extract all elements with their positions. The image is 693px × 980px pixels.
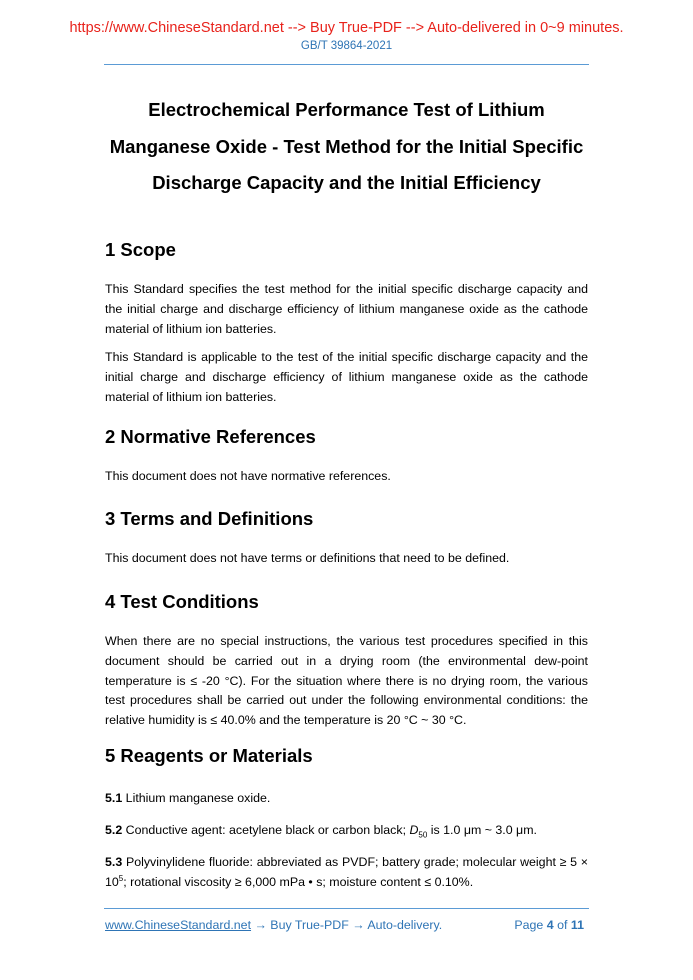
page-footer [105,918,588,932]
section-heading-terms: 3 Terms and Definitions [105,508,314,529]
document-title [80,92,613,202]
footer-divider [104,908,589,909]
section-heading-test-conditions: 4 Test Conditions [105,591,259,612]
footer-text: → Buy True-PDF → Auto-delivery. [251,918,443,932]
exponent: 5 [118,873,124,883]
normative-references-paragraph: This document does not have normative references. [105,469,391,483]
item-number: 5.3 [105,855,123,869]
item-text: Lithium manganese oxide. [122,791,271,805]
item-number: 5.1 [105,791,123,805]
d-symbol: D [409,823,419,837]
page-number: 4 [546,918,554,932]
section-heading-normative-references: 2 Normative References [105,426,316,447]
title-line-3: Discharge Capacity and the Initial Efficiency [152,172,541,193]
title-line-2: Manganese Oxide - Test Method for the Initial Specific [109,135,584,157]
item-text: ; rotational viscosity ≥ 6,000 mPa • s; moisture content ≤ 0.10%. [123,874,474,889]
page-label: Page [514,918,547,932]
d-subscript: 50 [418,830,428,840]
top-banner[interactable]: https://www.ChineseStandard.net --> Buy True-PDF --> Auto-delivered in 0~9 minutes. [69,20,624,36]
item-text: Conductive agent: acetylene black or carbon black; [122,823,410,837]
header-divider [104,64,589,65]
standard-number: GB/T 39864-2021 [300,40,393,52]
of-label: of [553,918,571,932]
title-line-1: Electrochemical Performance Test of Lithium [148,99,545,120]
section-heading-reagents: 5 Reagents or Materials [105,745,313,766]
section-heading-scope: 1 Scope [105,239,176,260]
reagent-item-5-3 [105,853,588,893]
scope-paragraph-1: This Standard specifies the test method for the initial specific discharge capacity and the initial charge and discharge efficiency of lithium manganese oxide as the cathode material of lithium ion batteries. [105,282,588,336]
item-number: 5.2 [105,823,123,837]
footer-link[interactable]: www.ChineseStandard.net [105,918,252,932]
page-total: 11 [570,918,584,932]
item-text: Polyvinylidene fluoride: abbreviated as PVDF; battery grade; molecular weight ≥ 5 × 10 [105,855,588,889]
test-conditions-paragraph: When there are no special instructions, the various test procedures specified in this document should be carried out in a drying room (the environmental dew-point temperature is ≤ -20 °C). For the situation where there is no drying room, the various test procedures shall be carried out under the following environmental conditions: the relative humidity is ≤ 40.0% and the temperature is 20 °C ~ 30 °C. [105,634,588,728]
terms-paragraph: This document does not have terms or definitions that need to be defined. [105,551,510,565]
reagent-item-5-1 [105,789,588,809]
scope-paragraph-2: This Standard is applicable to the test of the initial specific discharge capacity and the initial charge and discharge efficiency of lithium manganese oxide as the cathode material of lithium ion batteries. [105,350,588,404]
item-text: is 1.0 μm ~ 3.0 μm. [427,823,537,837]
reagent-item-5-2 [105,821,588,845]
page-indicator [514,918,584,932]
